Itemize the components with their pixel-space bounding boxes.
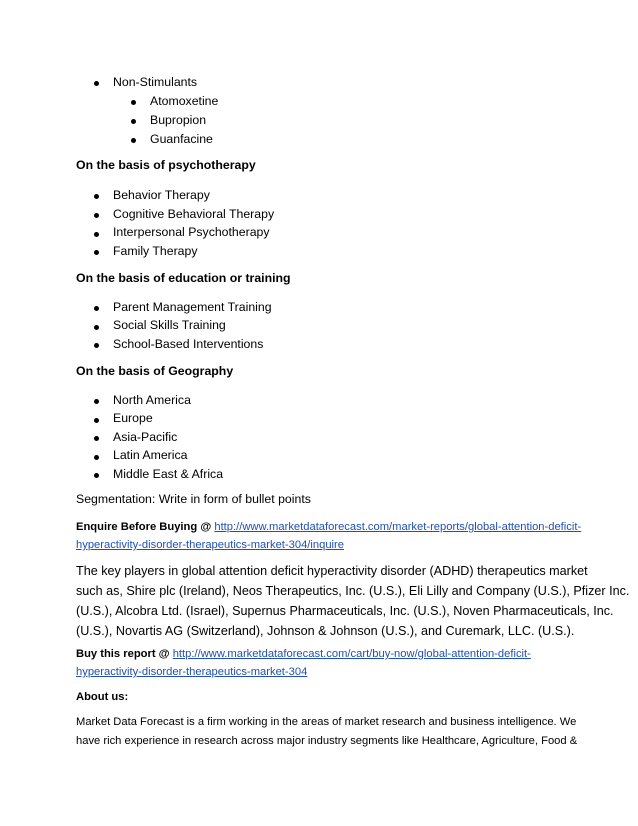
buy-link-cont (76, 666, 307, 678)
list-item: Parent Management Training (113, 300, 272, 314)
paragraph-line: (U.S.), Novartis AG (Switzerland), Johnson & Johnson (U.S.), and Curemark, LLC. (U.S.). (76, 624, 575, 638)
segmentation-note: Segmentation: Write in form of bullet points (76, 492, 311, 506)
section-heading: On the basis of psychotherapy (76, 158, 256, 172)
list-item: Non-Stimulants (113, 75, 198, 89)
bullet (94, 343, 99, 348)
bullet (94, 213, 99, 218)
enquire-label: Enquire Before Buying @ (76, 521, 212, 533)
list-item: North America (113, 393, 191, 407)
list-item: Latin America (113, 448, 188, 462)
bullet (94, 194, 99, 199)
list-item: Social Skills Training (113, 318, 226, 332)
list-item: Interpersonal Psychotherapy (113, 225, 270, 239)
bullet (94, 455, 99, 460)
enquire-line (76, 521, 581, 533)
enquire-link[interactable]: http://www.marketdataforecast.com/market-reports/global-attention-deficit- (214, 521, 582, 533)
enquire-link-line2[interactable]: hyperactivity-disorder-therapeutics-market-304/inquire (76, 539, 344, 551)
paragraph-line: Market Data Forecast is a firm working in the areas of market research and business intelligence. We (76, 716, 577, 728)
bullet (131, 138, 136, 143)
enquire-link-cont (76, 539, 344, 551)
list-item: Middle East & Africa (113, 467, 224, 481)
bullet (94, 250, 99, 255)
list-item: Europe (113, 411, 153, 425)
list-item: Cognitive Behavioral Therapy (113, 207, 275, 221)
list-item: School-Based Interventions (113, 337, 264, 351)
buy-label: Buy this report @ (76, 648, 170, 660)
buy-link[interactable]: http://www.marketdataforecast.com/cart/buy-now/global-attention-deficit- (172, 648, 531, 660)
bullet (131, 100, 136, 105)
bullet (94, 418, 99, 423)
paragraph-line: such as, Shire plc (Ireland), Neos Therapeutics, Inc. (U.S.), Eli Lilly and Company (U.S.), Pfizer Inc. (76, 584, 630, 598)
list-item: Atomoxetine (150, 94, 219, 108)
list-item: Behavior Therapy (113, 188, 210, 202)
paragraph-line: The key players in global attention deficit hyperactivity disorder (ADHD) therapeutics market (76, 564, 588, 578)
bullet (94, 306, 99, 311)
buy-line (76, 648, 531, 660)
list-item: Family Therapy (113, 244, 198, 258)
section-heading: On the basis of Geography (76, 364, 234, 378)
list-item: Bupropion (150, 113, 207, 127)
paragraph-line: (U.S.), Alcobra Ltd. (Israel), Supernus Pharmaceuticals, Inc. (U.S.), Noven Pharmaceuticals, Inc. (76, 604, 614, 618)
bullet (131, 119, 136, 124)
bullet (94, 399, 99, 404)
bullet (94, 436, 99, 441)
bullet (94, 232, 99, 237)
list-item: Guanfacine (150, 132, 213, 146)
section-heading: On the basis of education or training (76, 271, 291, 285)
buy-link-line2[interactable]: hyperactivity-disorder-therapeutics-market-304 (76, 666, 308, 678)
about-heading: About us: (76, 691, 129, 703)
list-item: Asia-Pacific (113, 430, 178, 444)
bullet (94, 325, 99, 330)
bullet (94, 473, 99, 478)
bullet (94, 81, 99, 86)
paragraph-line: have rich experience in research across major industry segments like Healthcare, Agriculture, Food & (76, 735, 578, 747)
